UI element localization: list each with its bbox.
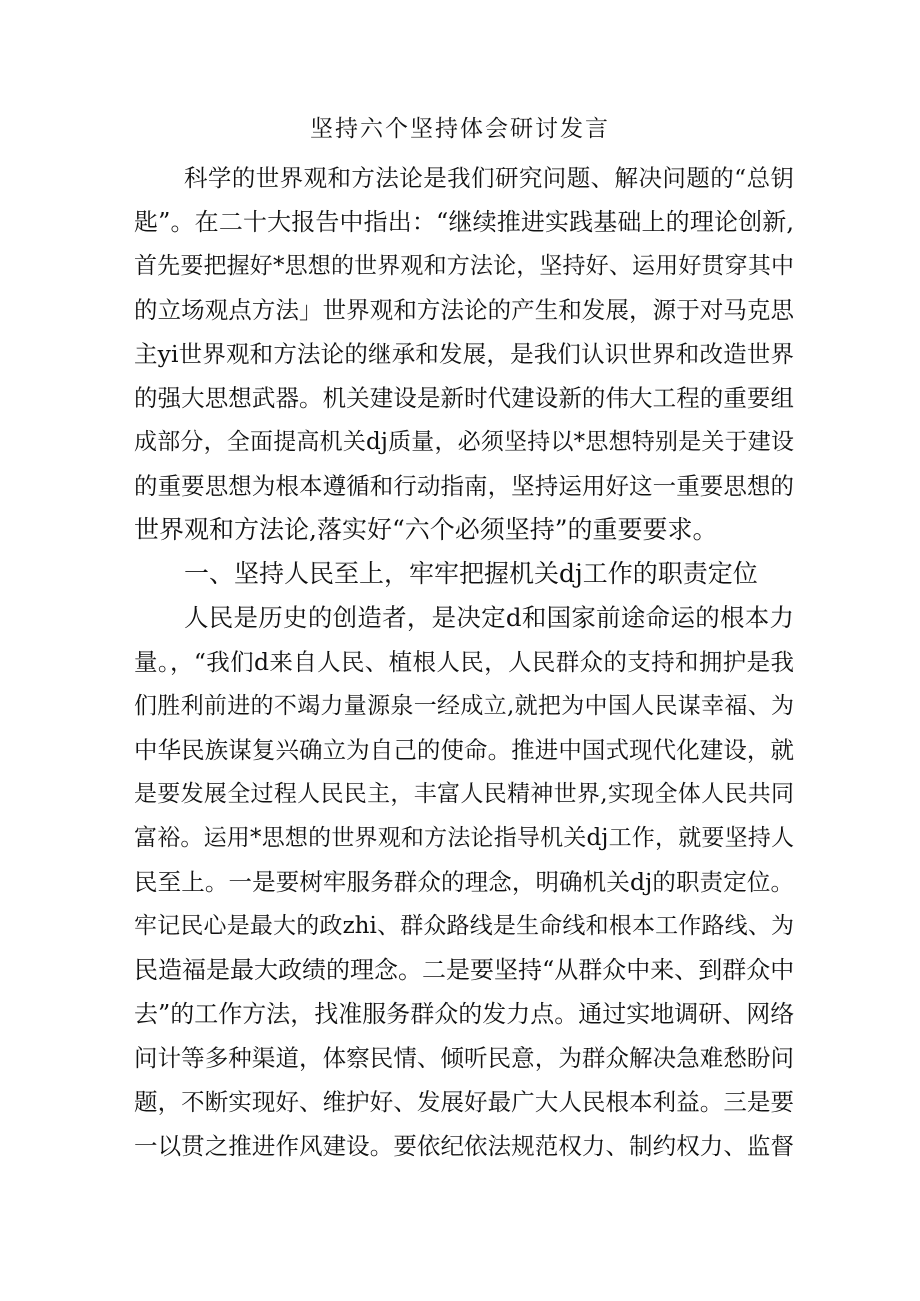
paragraph-line: 中华民族谋复兴确立为自己的使命。推进中国式现代化建设，就	[134, 736, 794, 764]
paragraph-line: 的立场观点方法」世界观和方法论的产生和发展，源于对马克思	[134, 296, 794, 324]
paragraph-line: 牢记民心是最大的政zhi、群众路线是生命线和根本工作路线、为	[134, 913, 794, 939]
paragraph-line: 富裕。运用*思想的世界观和方法论指导机关dj工作，就要坚持人	[134, 825, 794, 851]
section-heading: 一、坚持人民至上，牢牢把握机关dj工作的职责定位	[184, 559, 758, 588]
paragraph-line: 们胜利前进的不竭力量源泉一经成立,就把为中国人民谋幸福、为	[134, 693, 794, 719]
paragraph-line: 民造福是最大政绩的理念。二是要坚持“从群众中来、到群众中	[134, 956, 795, 984]
paragraph-line: 世界观和方法论,落实好“六个必须坚持”的重要要求。	[134, 515, 718, 544]
paragraph-line: 一以贯之推进作风建设。要依纪依法规范权力、制约权力、监督	[134, 1132, 794, 1160]
paragraph-line: 是要发展全过程人民民主，丰富人民精神世界,实现全体人民共同	[134, 781, 794, 807]
paragraph-line: 的重要思想为根本遵循和行动指南，坚持运用好这一重要思想的	[134, 472, 794, 500]
paragraph-line: 去”的工作方法，找准服务群众的发力点。通过实地调研、网络	[134, 1000, 795, 1028]
document-title: 坚持六个坚持体会研讨发言	[310, 116, 610, 142]
paragraph-line: 首先要把握好*思想的世界观和方法论，坚持好、运用好贯穿其中	[134, 253, 794, 279]
paragraph-line: 的强大思想武器。机关建设是新时代建设新的伟大工程的重要组	[134, 384, 794, 412]
paragraph-line: 问计等多种渠道，体察民情、倾听民意，为群众解决急难愁盼问	[134, 1044, 794, 1072]
paragraph-line: 成部分，全面提高机关dj质量，必须坚持以*思想特别是关于建设	[134, 429, 794, 455]
paragraph-line: 量。，“我们d来自人民、植根人民，人民群众的支持和拥护是我	[134, 648, 794, 676]
paragraph-line: 民至上。一是要树牢服务群众的理念，明确机关dj的职责定位。	[134, 868, 794, 896]
paragraph-line: 科学的世界观和方法论是我们研究问题、解决问题的“总钥	[184, 164, 794, 192]
paragraph-line: 人民是历史的创造者，是决定d和国家前途命运的根本力	[184, 603, 794, 632]
paragraph-line: 主yi世界观和方法论的继承和发展，是我们认识世界和改造世界	[134, 340, 794, 368]
paragraph-line: 题，不断实现好、维护好、发展好最广大人民根本利益。三是要	[134, 1088, 794, 1116]
paragraph-line: 匙”。在二十大报告中指出：“继续推进实践基础上的理论创新,	[134, 208, 794, 236]
